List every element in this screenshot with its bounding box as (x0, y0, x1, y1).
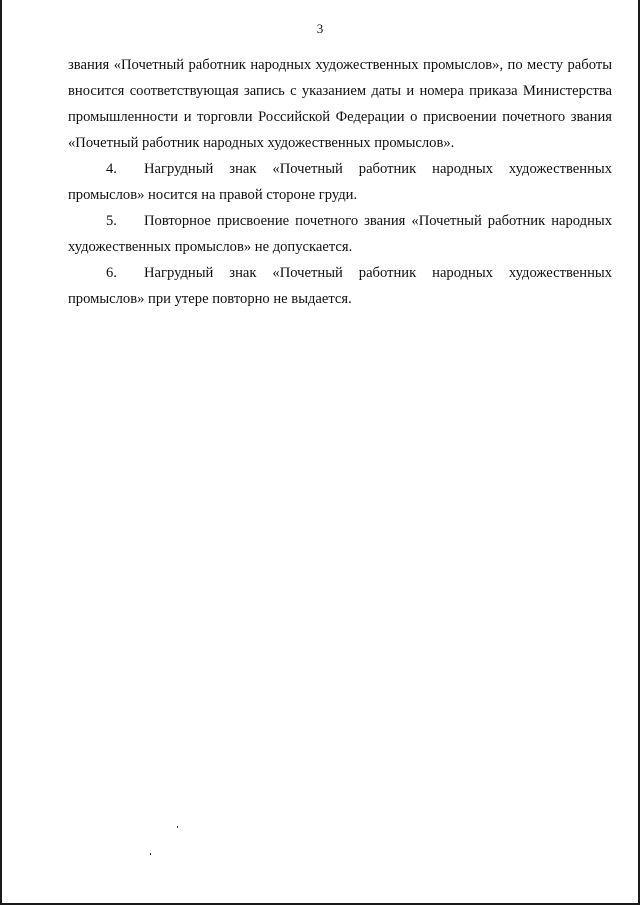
scan-speck (150, 853, 151, 855)
paragraph-continuation (68, 52, 612, 156)
page-number: 3 (316, 21, 324, 36)
paragraph-text: Нагрудный знак «Почетный работник народных художественных промыслов» носится на правой стороне груди. (68, 161, 612, 203)
scan-speck (177, 826, 178, 828)
paragraph-item-5 (68, 208, 612, 260)
paragraph-number: 6. (106, 265, 117, 281)
paragraph-item-4 (68, 156, 612, 208)
document-body (68, 52, 612, 312)
paragraph-number: 5. (106, 213, 117, 229)
paragraph-text: Повторное присвоение почетного звания «Почетный работник народных художественных промыслов» не допускается. (68, 213, 612, 255)
paragraph-text: Нагрудный знак «Почетный работник народных художественных промыслов» при утере повторно не выдается. (68, 265, 612, 307)
paragraph-item-6 (68, 260, 612, 312)
paragraph-text: звания «Почетный работник народных художественных промыслов», по месту работы вносится соответствующая запись с указанием даты и номера приказа Министерства промышленности и торговли Российской Федерации о присвоении почетного звания «Почетный работник народных художественных промыслов». (68, 57, 612, 151)
paragraph-number: 4. (106, 161, 117, 177)
